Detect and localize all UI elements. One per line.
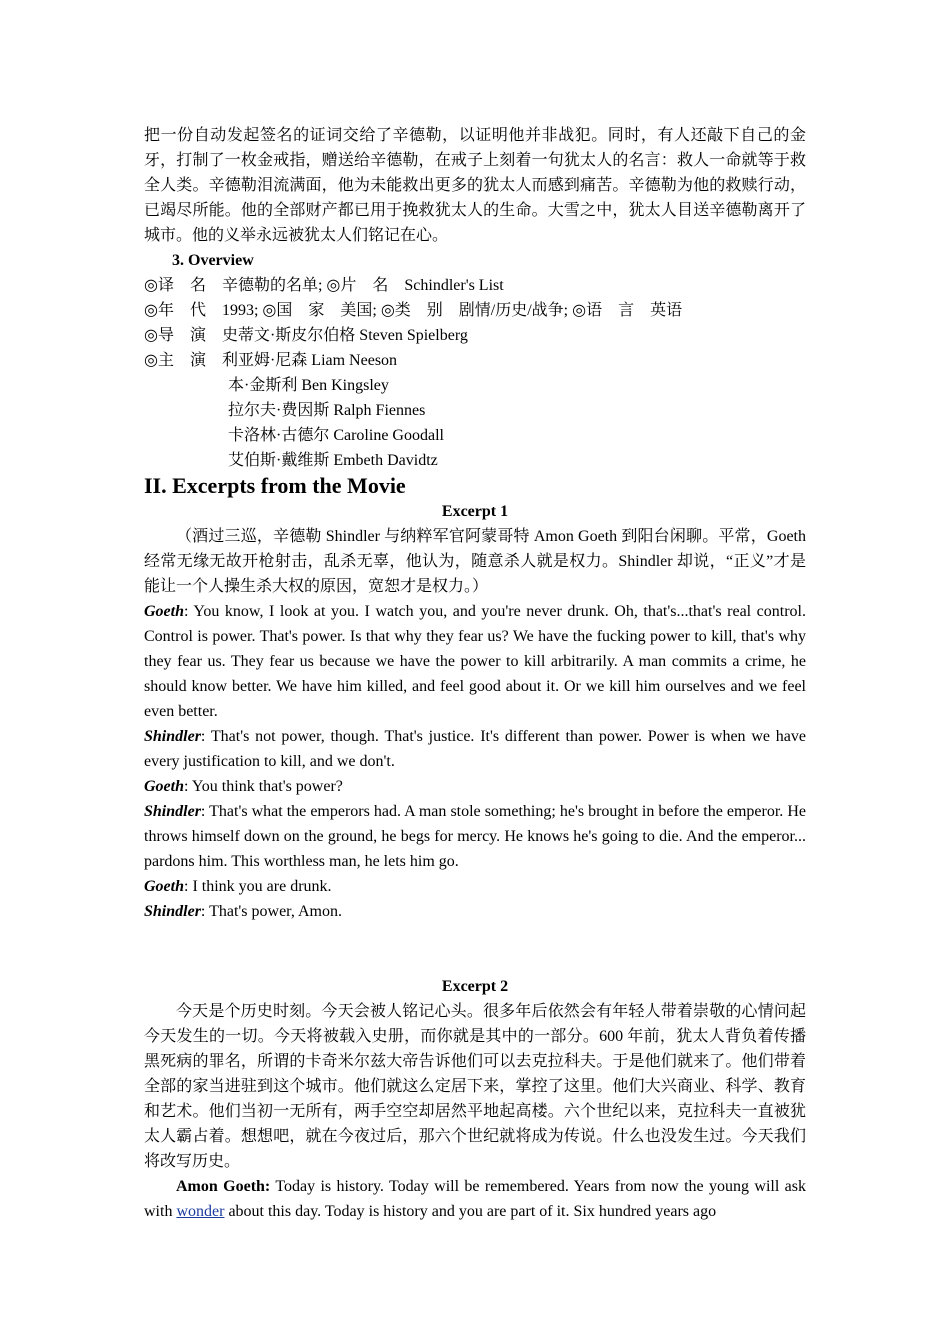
dialogue-line	[144, 724, 806, 774]
cast-member: 拉尔夫·费因斯 Ralph Fiennes	[228, 402, 426, 419]
overview-row-director: ◎导 演 史蒂文·斯皮尔伯格 Steven Spielberg	[144, 327, 468, 344]
dialogue-text: : You know, I look at you. I watch you, and you're never drunk. Oh, that's...that's real control. Control is power. That's power. Is that why they fear us? We have the fucking power to kill, that's why they fear us. They fear us because we have the power to kill arbitrarily. A man commits a crime, he should know better. We have him killed, and feel good about it. Or we kill him ourselves and we feel even better.	[144, 603, 806, 720]
speaker-name: Goeth	[144, 778, 184, 795]
dialogue-line	[144, 599, 806, 724]
excerpt-2-text: about this day. Today is history and you are part of it. Six hundred years ago	[224, 1203, 717, 1220]
excerpt-2-english	[144, 1174, 806, 1224]
spacer	[144, 924, 806, 974]
dialogue-text: : That's not power, though. That's justice. It's different than power. Power is when we have every justification to kill, and we don't.	[144, 728, 806, 770]
dialogue-text: : That's power, Amon.	[200, 903, 342, 920]
cast-member: 艾伯斯·戴维斯 Embeth Davidtz	[228, 452, 438, 469]
speaker-name: Shindler	[144, 803, 201, 820]
dialogue-text: : That's what the emperors had. A man stole something; he's brought in before the emperor. He throws himself down on the ground, he begs for mercy. He knows he's going to die. And the emperor... pardons him. This worthless man, he lets him go.	[144, 803, 806, 870]
overview-row-cast: ◎主 演 利亚姆·尼森 Liam Neeson	[144, 352, 398, 369]
dialogue-line	[144, 799, 806, 874]
excerpt-2-text: Today is history. Today will be remembered. Years from now the young will ask with	[144, 1178, 807, 1220]
excerpt-1-title: Excerpt 1	[441, 503, 509, 520]
speaker-name: Shindler	[144, 903, 201, 920]
speaker-name: Amon Goeth:	[176, 1178, 271, 1195]
wonder-link[interactable]: wonder	[176, 1203, 225, 1220]
overview-row-year: ◎年 代 1993; ◎国 家 美国; ◎类 别 剧情/历史/战争; ◎语 言 英语	[144, 302, 683, 319]
speaker-name: Goeth	[144, 603, 184, 620]
dialogue-text: : You think that's power?	[184, 778, 343, 795]
document-page	[144, 123, 806, 1224]
overview-row-title: ◎译 名 辛德勒的名单; ◎片 名 Schindler's List	[144, 277, 504, 294]
intro-paragraph: 把一份自动发起签名的证词交给了辛德勒，以证明他并非战犯。同时，有人还敲下自己的金牙，打制了一枚金戒指，赠送给辛德勒，在戒子上刻着一句犹太人的名言：救人一命就等于救全人类。辛德勒泪流满面，他为未能救出更多的犹太人而感到痛苦。辛德勒为他的救赎行动，已竭尽所能。他的全部财产都已用于挽救犹太人的生命。大雪之中，犹太人目送辛德勒离开了城市。他的义举永远被犹太人们铭记在心。	[144, 127, 806, 244]
dialogue-line	[144, 774, 806, 799]
excerpt-2-title: Excerpt 2	[441, 978, 509, 995]
speaker-name: Goeth	[144, 878, 184, 895]
dialogue-line	[144, 874, 806, 899]
dialogue-text: : I think you are drunk.	[184, 878, 332, 895]
excerpt-1-intro: （酒过三巡，辛德勒 Shindler 与纳粹军官阿蒙哥特 Amon Goeth 到阳台闲聊。平常，Goeth 经常无缘无故开枪射击，乱杀无辜，他认为，随意杀人就是权力。Shindler 却说，“正义”才是能让一个人操生杀大权的原因，宽恕才是权力。）	[144, 528, 806, 595]
overview-title: 3. Overview	[172, 252, 254, 269]
cast-member: 卡洛林·古德尔 Caroline Goodall	[228, 427, 444, 444]
cast-member: 本·金斯利 Ben Kingsley	[228, 377, 389, 394]
dialogue-line	[144, 899, 806, 924]
speaker-name: Shindler	[144, 728, 201, 745]
excerpt-2-chinese: 今天是个历史时刻。今天会被人铭记心头。很多年后依然会有年轻人带着崇敬的心情问起今天发生的一切。今天将被载入史册，而你就是其中的一部分。600 年前，犹太人背负着传播黑死病的罪名，所谓的卡奇米尔兹大帝告诉他们可以去克拉科夫。于是他们就来了。他们带着全部的家当进驻到这个城市。他们就这么定居下来，掌控了这里。他们大兴商业、科学、教育和艺术。他们当初一无所有，两手空空却居然平地起高楼。六个世纪以来，克拉科夫一直被犹太人霸占着。想想吧，就在今夜过后，那六个世纪就将成为传说。什么也没发生过。今天我们将改写历史。	[144, 1003, 806, 1170]
section-heading: II. Excerpts from the Movie	[144, 473, 406, 498]
